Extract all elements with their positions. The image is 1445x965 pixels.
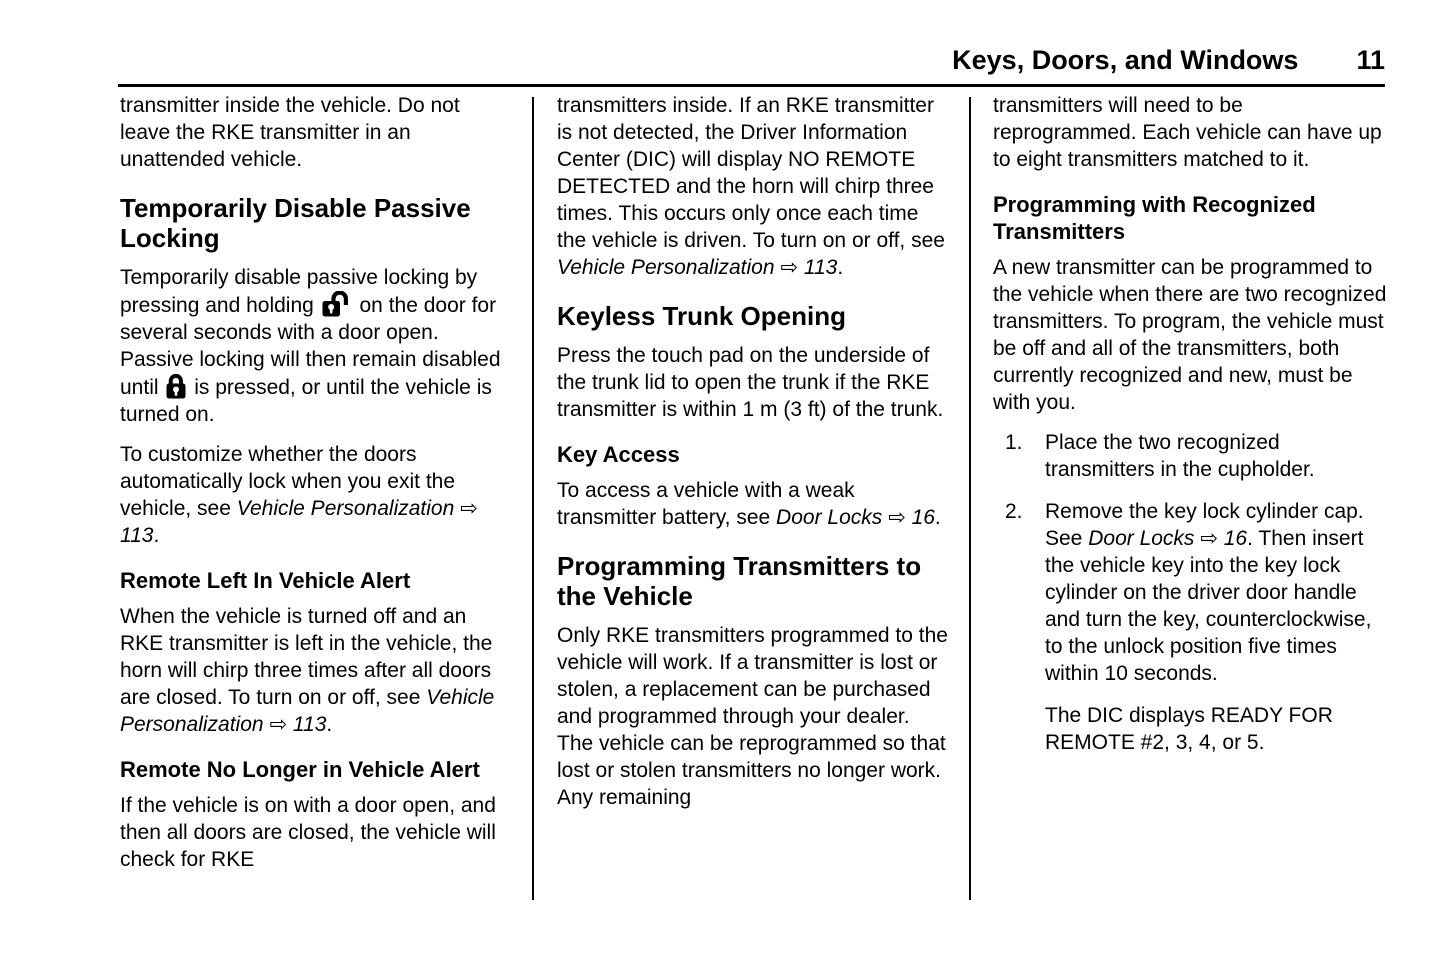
crossref-door-locks: Door Locks [776,506,883,529]
unlock-icon [322,291,352,317]
column-1 [120,92,514,886]
crossref-page-113: 113 [120,524,154,547]
paragraph-no-remote-detected: transmitters inside. If an RKE transmitter is not detected, the Driver Information Center (DIC) will display NO REMOTE DETECTED and the horn will chirp three times. This occurs only once each time the vehicle is driven. To turn on or off, see Vehicle Personalization ⇨ 113. [557,94,945,279]
list-number: 2. [1005,500,1023,523]
list-item-1 [993,429,1387,483]
column-divider-left [532,97,534,900]
crossref-page-16: 16 [1223,527,1248,550]
crossref-arrow-icon: ⇨ [780,255,798,279]
list-item-2 [993,498,1387,687]
paragraph-remote-left-alert: When the vehicle is turned off and an RKE transmitter is left in the vehicle, the horn will chirp three times after all doors are closed. To turn on or off, see Vehicle Personalization ⇨ 113. [120,605,495,736]
list-number: 1. [1005,431,1023,454]
crossref-arrow-icon: ⇨ [888,505,906,529]
page-title: Keys, Doors, and Windows [952,45,1299,75]
crossref-arrow-icon: ⇨ [460,496,478,520]
paragraph-remote-no-longer: If the vehicle is on with a door open, and then all doors are closed, the vehicle will check for RKE [120,794,496,871]
list-item-text: Place the two recognized transmitters in the cupholder. [1045,431,1315,481]
heading-remote-no-longer-in-vehicle-alert: Remote No Longer in Vehicle Alert [120,757,480,782]
paragraph-programming-intro: Only RKE transmitters programmed to the vehicle will work. If a transmitter is lost or stolen, a replacement can be purchased and programmed through your dealer. The vehicle can be reprogrammed so that lost or stolen transmitters no longer work. Any remaining [557,624,948,809]
paragraph-new-transmitter: A new transmitter can be programmed to the vehicle when there are two recognized transmitters. To program, the vehicle must be off and all of the transmitters, both currently recognized and new, must be with you. [993,256,1387,414]
heading-programming-transmitters: Programming Transmitters to the Vehicle [557,551,922,611]
paragraph-trunk-touchpad: Press the touch pad on the underside of the trunk lid to open the trunk if the RKE transmitter is within 1 m (3 ft) of the trunk. [557,344,944,421]
paragraph-passive-locking: Temporarily disable passive locking by pressing and holding on the door for several seconds with a door open. Passive locking will then remain disabled until is pressed, or until the vehicle is turned on. [120,266,501,426]
crossref-vehicle-personalization: Vehicle Personalization [557,256,775,279]
paragraph-reprogrammed: transmitters will need to be reprogrammed. Each vehicle can have up to eight transmitters matched to it. [993,94,1382,171]
crossref-page-113: 113 [803,256,838,279]
heading-key-access: Key Access [557,442,680,467]
column-divider-right [969,97,971,900]
column-3 [993,92,1387,769]
heading-temporarily-disable-passive-locking: Temporarily Disable Passive Locking [120,193,471,253]
heading-remote-left-in-vehicle-alert: Remote Left In Vehicle Alert [120,568,411,593]
heading-programming-recognized-transmitters: Programming with Recognized Transmitters [993,192,1316,244]
paragraph-dic-displays: The DIC displays READY FOR REMOTE #2, 3, 4, or 5. [1045,704,1333,754]
paragraph-customize-doors: To customize whether the doors automatically lock when you exit the vehicle, see Vehicle Personalization ⇨ 113. [120,443,478,547]
lock-icon [166,373,186,399]
page-header [118,44,1385,87]
crossref-arrow-icon: ⇨ [1200,526,1218,550]
crossref-vehicle-personalization: Vehicle Personalization [236,497,455,520]
paragraph-key-access: To access a vehicle with a weak transmitter battery, see Door Locks ⇨ 16. [557,479,941,529]
crossref-vehicle-personalization: Vehicle Personalization [120,686,495,736]
crossref-door-locks: Door Locks [1088,527,1195,550]
page-number: 11 [1356,45,1385,75]
list-item-text: Remove the key lock cylinder cap. See Door Locks ⇨ 16. Then insert the vehicle key into the key lock cylinder on the driver door handle and turn the key, counterclockwise, to the unlock position five times within 10 seconds. [1045,500,1372,685]
column-2 [557,92,951,824]
paragraph-rke-warning: transmitter inside the vehicle. Do not leave the RKE transmitter in an unattended vehicle. [120,94,460,171]
heading-keyless-trunk-opening: Keyless Trunk Opening [557,301,846,331]
crossref-page-113: 113 [292,713,327,736]
crossref-page-16: 16 [911,506,935,529]
crossref-arrow-icon: ⇨ [269,712,288,736]
